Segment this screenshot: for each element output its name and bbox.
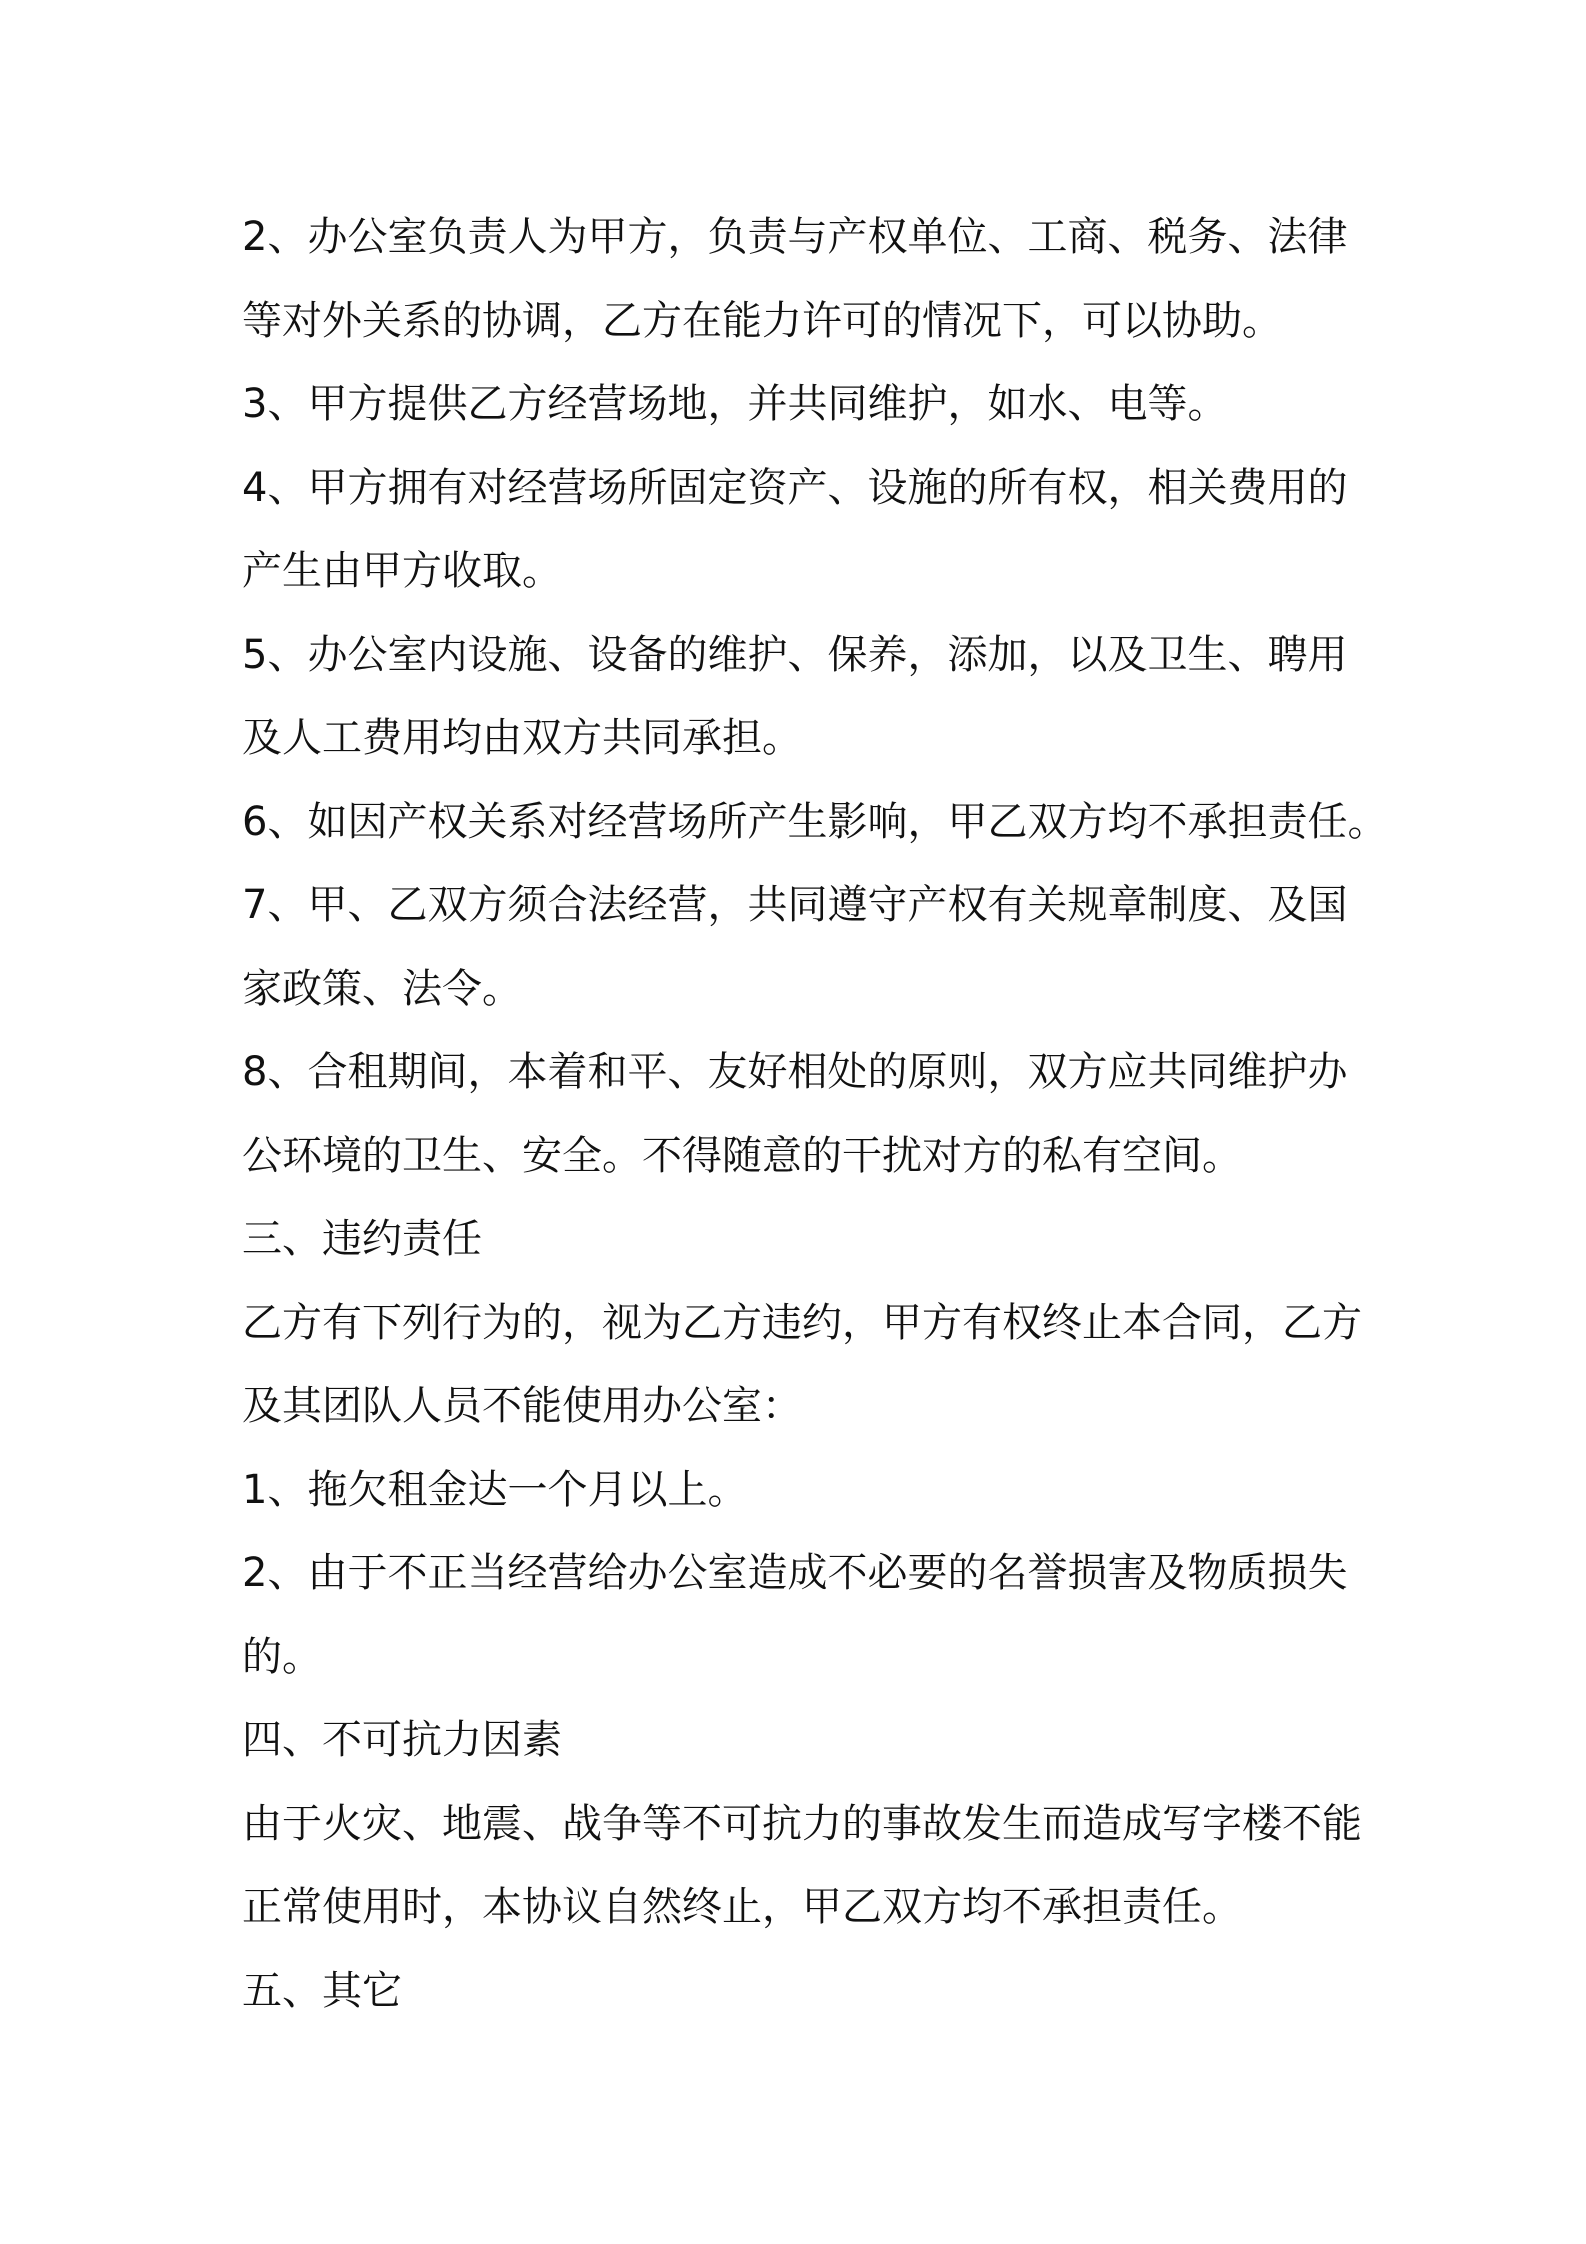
- text-line: 2、办公室负责人为甲方，负责与产权单位、工商、税务、法律: [242, 214, 1348, 260]
- text-line: 等对外关系的协调，乙方在能力许可的情况下，可以协助。: [242, 297, 1282, 344]
- text-line: 及其团队人员不能使用办公室：: [242, 1383, 802, 1429]
- text-line: 乙方有下列行为的，视为乙方违约，甲方有权终止本合同，乙方: [242, 1299, 1362, 1346]
- text-line: 3、甲方提供乙方经营场地，并共同维护，如水、电等。: [242, 381, 1228, 427]
- text-line: 1、拖欠租金达一个月以上。: [242, 1466, 748, 1513]
- text-line: 2、由于不正当经营给办公室造成不必要的名誉损害及物质损失: [242, 1550, 1348, 1596]
- text-line: 由于火灾、地震、战争等不可抗力的事故发生而造成写字楼不能: [242, 1800, 1362, 1847]
- section-heading: 五、其它: [242, 1967, 402, 2014]
- text-line: 及人工费用均由双方共同承担。: [242, 715, 802, 761]
- document-body: [242, 196, 1388, 2033]
- text-line: 6、如因产权关系对经营场所产生影响，甲乙双方均不承担责任。: [242, 798, 1388, 845]
- text-line: 4、甲方拥有对经营场所固定资产、设施的所有权，相关费用的: [242, 464, 1348, 511]
- section-heading: 四、不可抗力因素: [242, 1717, 562, 1763]
- text-line: 产生由甲方收取。: [242, 548, 562, 594]
- text-line: 的。: [242, 1633, 322, 1680]
- text-line: 5、办公室内设施、设备的维护、保养，添加，以及卫生、聘用: [242, 631, 1348, 678]
- text-line: 家政策、法令。: [242, 965, 522, 1012]
- text-line: 8、合租期间，本着和平、友好相处的原则，双方应共同维护办: [242, 1049, 1348, 1095]
- section-heading: 三、违约责任: [242, 1216, 482, 1262]
- text-line: 正常使用时，本协议自然终止，甲乙双方均不承担责任。: [242, 1884, 1242, 1930]
- text-line: 公环境的卫生、安全。不得随意的干扰对方的私有空间。: [242, 1132, 1242, 1179]
- text-line: 7、甲、乙双方须合法经营，共同遵守产权有关规章制度、及国: [242, 882, 1348, 928]
